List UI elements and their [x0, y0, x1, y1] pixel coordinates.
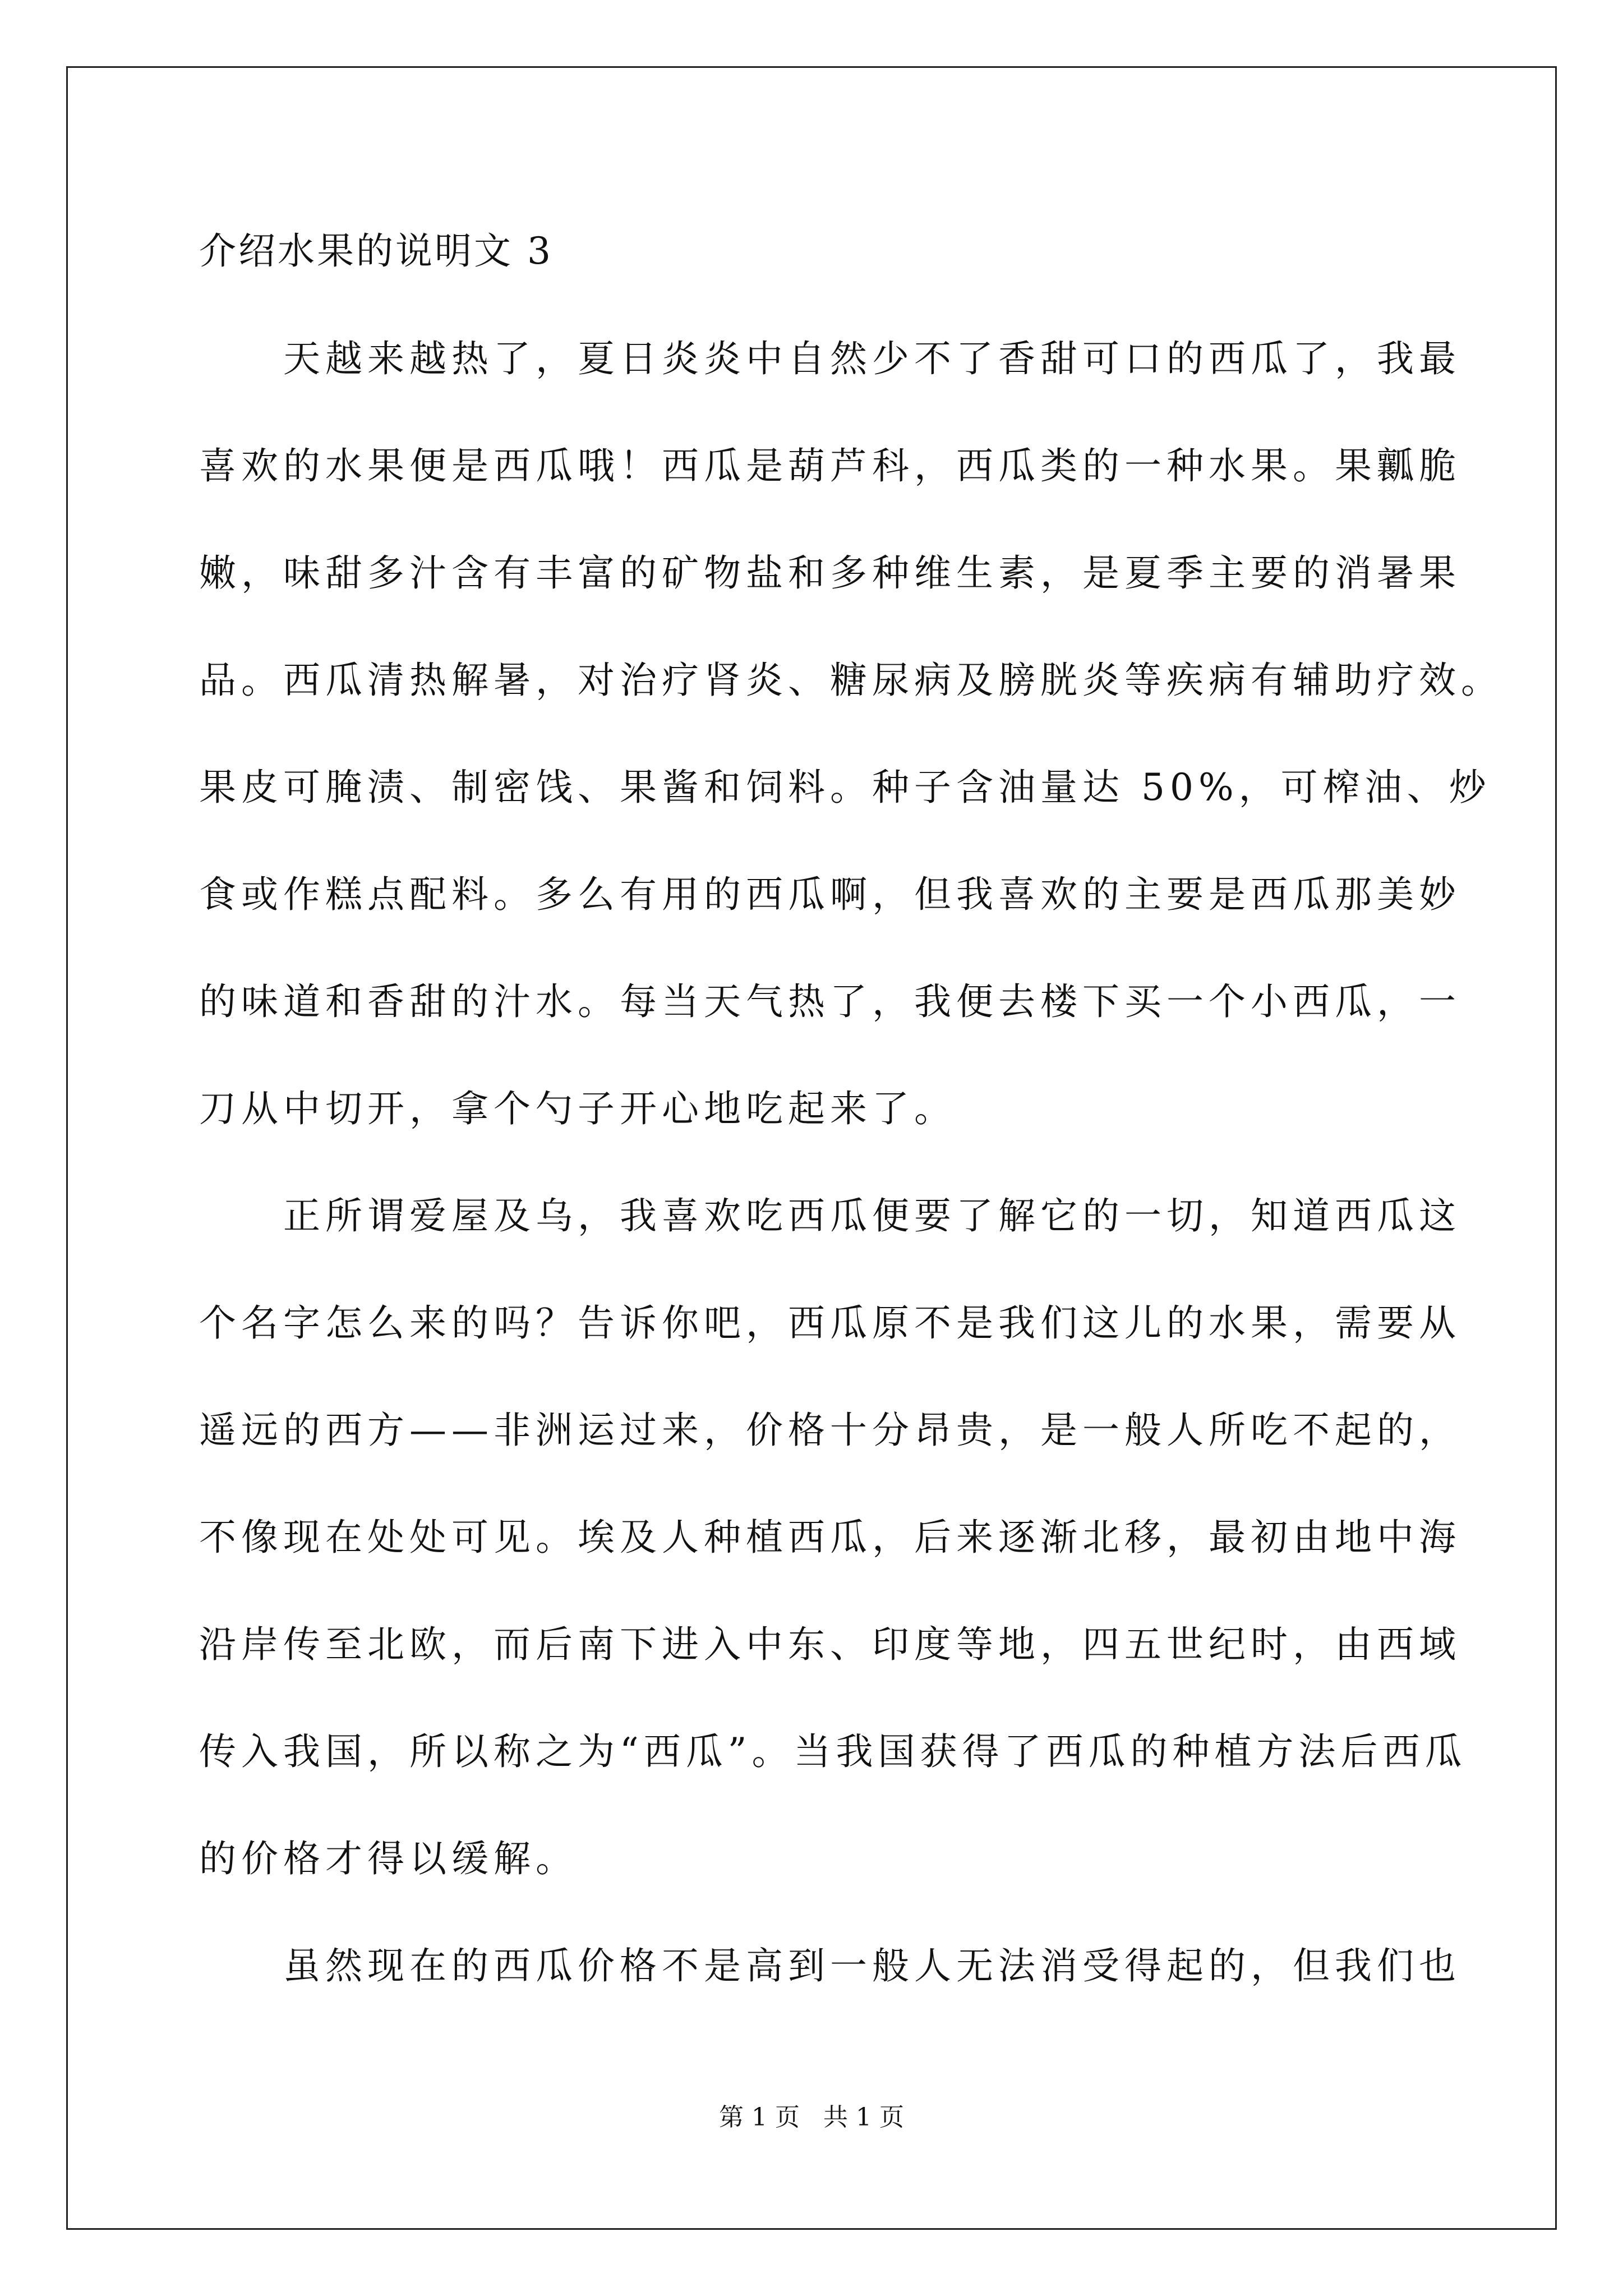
paragraph-2-line-4: 不像现在处处可见。埃及人种植西瓜，后来逐渐北移，最初由地中海 — [199, 1516, 1461, 1559]
paragraph-2-line-7: 的价格才得以缓解。 — [199, 1837, 578, 1880]
paragraph-1-line-4: 品。西瓜清热解暑，对治疗肾炎、糖尿病及膀胱炎等疾病有辅助疗效。 — [199, 659, 1503, 702]
paragraph-1-line-1: 天越来越热了，夏日炎炎中自然少不了香甜可口的西瓜了，我最 — [283, 337, 1461, 380]
paragraph-2-line-5: 沿岸传至北欧，而后南下进入中东、印度等地，四五世纪时，由西域 — [199, 1623, 1461, 1666]
paragraph-1-line-5: 果皮可腌渍、制密饯、果酱和饲料。种子含油量达 50%，可榨油、炒 — [199, 766, 1491, 809]
paragraph-3-line-1: 虽然现在的西瓜价格不是高到一般人无法消受得起的，但我们也 — [283, 1944, 1461, 1987]
paragraph-1-line-6: 食或作糕点配料。多么有用的西瓜啊，但我喜欢的主要是西瓜那美妙 — [199, 873, 1461, 916]
paragraph-1-line-8: 刀从中切开，拿个勺子开心地吃起来了。 — [199, 1087, 956, 1130]
page-border — [66, 66, 1557, 2230]
paragraph-1-line-3: 嫩，味甜多汁含有丰富的矿物盐和多种维生素，是夏季主要的消暑果 — [199, 551, 1461, 595]
paragraph-2-line-6: 传入我国，所以称之为“西瓜”。当我国获得了西瓜的种植方法后西瓜 — [199, 1730, 1467, 1773]
paragraph-2-line-1: 正所谓爱屋及乌，我喜欢吃西瓜便要了解它的一切，知道西瓜这 — [283, 1194, 1461, 1237]
paragraph-1-line-7: 的味道和香甜的汁水。每当天气热了，我便去楼下买一个小西瓜，一 — [199, 980, 1461, 1023]
document-title: 介绍水果的说明文 3 — [199, 229, 553, 273]
page-number-footer: 第 1 页 共 1 页 — [719, 2103, 904, 2132]
paragraph-2-line-3: 遥远的西方——非洲运过来，价格十分昂贵，是一般人所吃不起的， — [199, 1409, 1461, 1452]
paragraph-1-line-2: 喜欢的水果便是西瓜哦！西瓜是葫芦科，西瓜类的一种水果。果瓤脆 — [199, 444, 1461, 487]
paragraph-2-line-2: 个名字怎么来的吗？告诉你吧，西瓜原不是我们这儿的水果，需要从 — [199, 1301, 1461, 1345]
